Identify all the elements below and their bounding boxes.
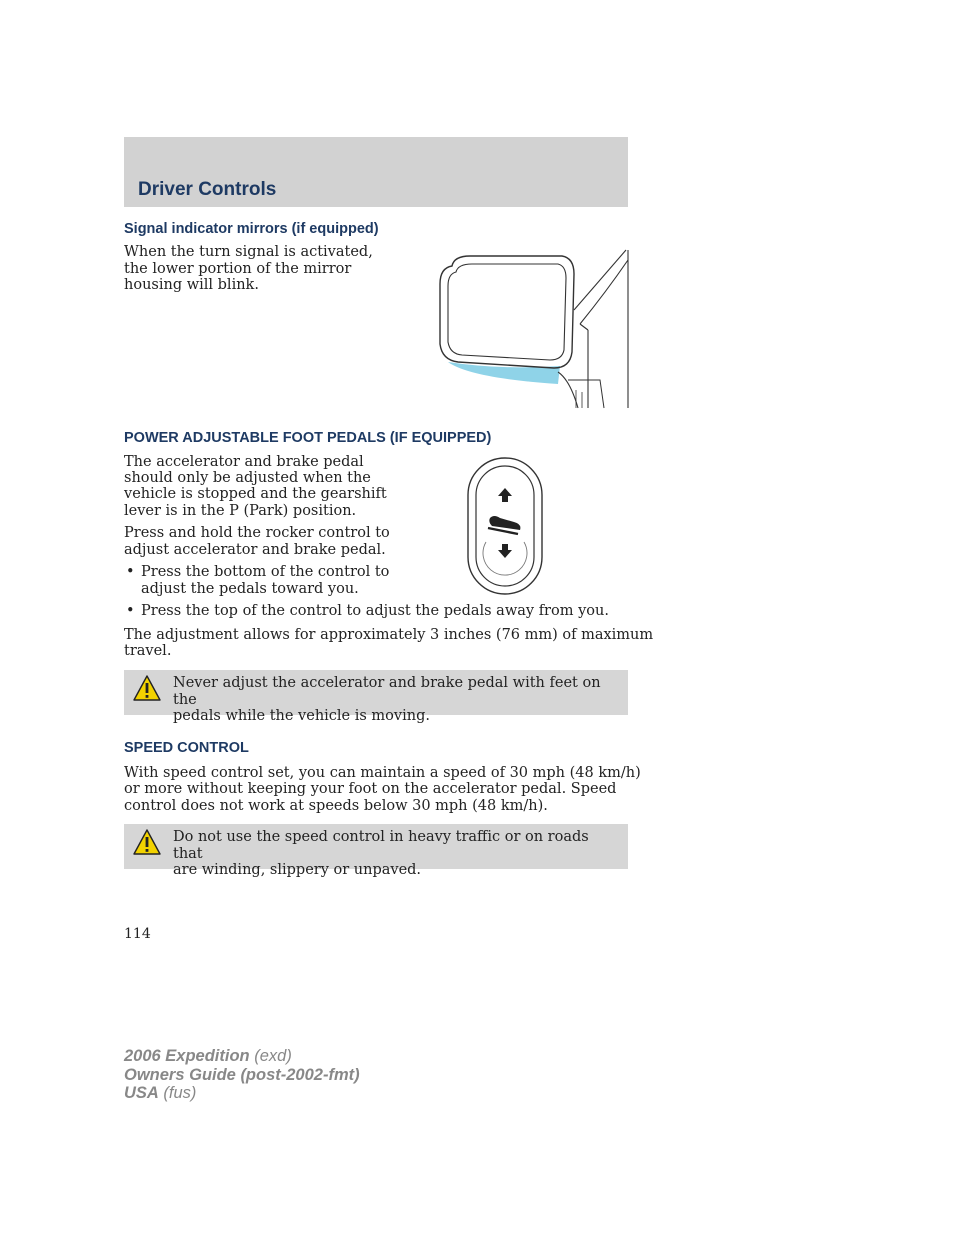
pedals-travel-line2: travel. (124, 643, 172, 659)
pedals-text-line4: lever is in the P (Park) position. (124, 503, 357, 519)
mirrors-text-line1: When the turn signal is activated, (124, 244, 373, 260)
pedals-heading: POWER ADJUSTABLE FOOT PEDALS (IF EQUIPPED) (124, 430, 492, 446)
pedals-bullet-2 (124, 603, 628, 620)
warning-triangle-icon (132, 828, 162, 856)
mirrors-text-line2: the lower portion of the mirror (124, 261, 352, 277)
arrow-up-icon (498, 488, 512, 502)
pedals-press-line1: Press and hold the rocker control to (124, 525, 390, 541)
page-number: 114 (124, 926, 151, 942)
warning-line2: are winding, slippery or unpaved. (173, 862, 422, 878)
bullet-mark: • (126, 603, 135, 619)
bullet-text-line1: Press the bottom of the control to (141, 564, 390, 580)
speed-text-line3: control does not work at speeds below 30 mph (48 km/h). (124, 798, 548, 814)
mirror-illustration (430, 240, 635, 412)
mirrors-heading: Signal indicator mirrors (if equipped) (124, 221, 379, 237)
speed-warning-text (173, 829, 608, 879)
speed-control-heading: SPEED CONTROL (124, 740, 249, 756)
warning-triangle-icon (132, 674, 162, 702)
pedal-rocker-control-illustration (466, 456, 544, 596)
pedals-warning-text (173, 675, 608, 725)
pedals-text-line1: The accelerator and brake pedal (124, 454, 364, 470)
bullet-text: Press the top of the control to adjust the pedals away from you. (141, 603, 609, 619)
footer-doc-info (124, 1047, 360, 1103)
speed-text-line2: or more without keeping your foot on the accelerator pedal. Speed (124, 781, 617, 797)
speed-text-line1: With speed control set, you can maintain a speed of 30 mph (48 km/h) (124, 765, 641, 781)
section-header (124, 137, 628, 207)
footer-guide: Owners Guide (post-2002-fmt) (124, 1065, 360, 1084)
footer-model: 2006 Expedition (124, 1047, 250, 1065)
mirrors-text-line3: housing will blink. (124, 277, 259, 293)
pedals-travel-line1: The adjustment allows for approximately 3 inches (76 mm) of maximum (124, 627, 654, 643)
pedals-bullet-1 (124, 564, 394, 597)
warning-line1: Never adjust the accelerator and brake pedal with feet on the (173, 675, 601, 708)
footer-market-code: (fus) (158, 1084, 197, 1102)
footer-market: USA (124, 1084, 159, 1102)
pedals-warning-box (124, 670, 628, 724)
pedals-press-line2: adjust accelerator and brake pedal. (124, 542, 386, 558)
speed-warning-box (124, 824, 628, 878)
bullet-mark: • (126, 564, 135, 580)
foot-pedal-icon (489, 516, 520, 530)
footer-model-code: (exd) (249, 1047, 292, 1065)
pedals-text-line2: should only be adjusted when the (124, 470, 371, 486)
bullet-text-line2: adjust the pedals toward you. (141, 580, 359, 597)
arrow-down-icon (498, 544, 512, 558)
pedals-text-line3: vehicle is stopped and the gearshift (124, 486, 387, 502)
warning-line1: Do not use the speed control in heavy traffic or on roads that (173, 829, 589, 862)
section-title: Driver Controls (138, 179, 277, 200)
warning-line2: pedals while the vehicle is moving. (173, 708, 430, 724)
